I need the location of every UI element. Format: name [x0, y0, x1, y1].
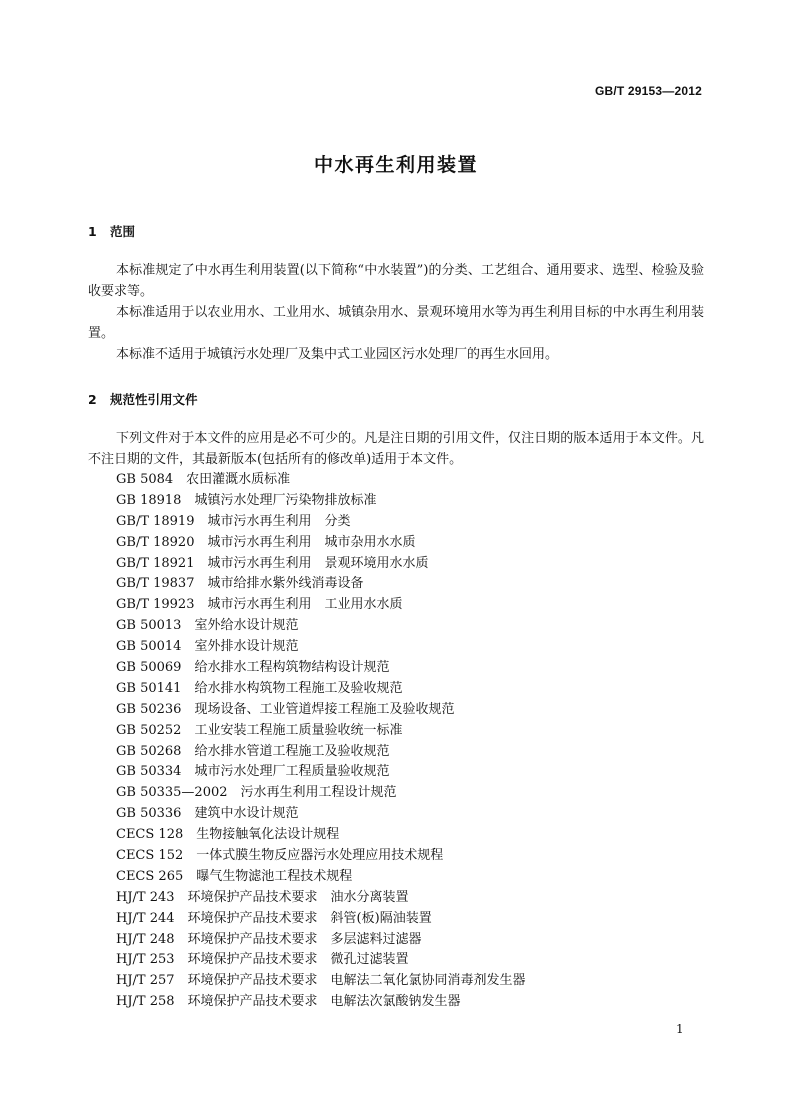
section-1-paragraph-2: 本标准适用于以农业用水、工业用水、城镇杂用水、景观环境用水等为再生利用目标的中水再生利用装置。	[88, 305, 704, 341]
reference-title: 环境保护产品技术要求 电解法二氧化氯协同消毒剂发生器	[187, 973, 526, 989]
section-1-heading	[88, 222, 135, 240]
reference-code: CECS 265	[116, 868, 184, 884]
reference-code: GB 50236	[116, 701, 182, 717]
reference-code: CECS 128	[116, 827, 184, 843]
reference-code: GB 50013	[116, 618, 182, 634]
reference-code: HJ/T 257	[116, 973, 175, 989]
reference-code: GB 50069	[116, 660, 182, 676]
reference-code: GB 50268	[116, 743, 182, 759]
reference-item	[116, 721, 526, 742]
section-2-intro: 下列文件对于本文件的应用是必不可少的。凡是注日期的引用文件，仅注日期的版本适用于本文件。凡不注日期的文件，其最新版本(包括所有的修改单)适用于本文件。	[88, 431, 704, 467]
reference-title: 环境保护产品技术要求 斜管(板)隔油装置	[187, 910, 432, 926]
section-1-title: 范围	[110, 224, 136, 239]
reference-item	[116, 512, 526, 533]
reference-item	[116, 574, 526, 595]
reference-item	[116, 700, 526, 721]
reference-item	[116, 637, 526, 658]
reference-title: 环境保护产品技术要求 油水分离装置	[187, 889, 409, 905]
reference-code: GB/T 18919	[116, 513, 195, 529]
reference-code: GB/T 18921	[116, 555, 195, 571]
section-2-heading	[88, 390, 198, 408]
reference-item	[116, 825, 526, 846]
reference-code: GB 50252	[116, 722, 182, 738]
reference-code: GB 50335—2002	[116, 785, 228, 801]
document-title: 中水再生利用装置	[313, 154, 478, 176]
reference-code: GB/T 18920	[116, 534, 195, 550]
reference-title: 给水排水管道工程施工及验收规范	[194, 743, 390, 759]
reference-item	[116, 930, 526, 951]
reference-title: 环境保护产品技术要求 微孔过滤装置	[187, 952, 409, 968]
reference-item	[116, 742, 526, 763]
reference-title: 城市污水再生利用 城市杂用水水质	[207, 534, 416, 550]
reference-item	[116, 950, 526, 971]
reference-code: GB 50014	[116, 639, 182, 655]
reference-title: 城市给排水紫外线消毒设备	[207, 576, 364, 592]
reference-item	[116, 867, 526, 888]
reference-title: 一体式膜生物反应器污水处理应用技术规程	[196, 848, 444, 864]
reference-title: 城市污水再生利用 分类	[207, 513, 351, 529]
reference-item	[116, 909, 526, 930]
reference-item	[116, 554, 526, 575]
reference-item	[116, 888, 526, 909]
reference-item	[116, 595, 526, 616]
reference-code: HJ/T 248	[116, 931, 175, 947]
reference-title: 污水再生利用工程设计规范	[240, 785, 397, 801]
reference-code: GB 50334	[116, 764, 182, 780]
reference-code: GB 5084	[116, 472, 174, 487]
reference-item	[116, 679, 526, 700]
reference-code: GB 18918	[116, 492, 182, 508]
reference-item	[116, 470, 526, 491]
reference-list	[116, 470, 526, 1013]
reference-title: 现场设备、工业管道焊接工程施工及验收规范	[194, 701, 455, 717]
reference-item	[116, 992, 526, 1013]
reference-title: 城市污水处理厂工程质量验收规范	[194, 764, 390, 780]
reference-item	[116, 762, 526, 783]
reference-title: 城市污水再生利用 景观环境用水水质	[207, 555, 429, 571]
reference-code: GB/T 19837	[116, 576, 195, 592]
reference-title: 建筑中水设计规范	[194, 806, 299, 822]
reference-item	[116, 783, 526, 804]
reference-title: 给水排水工程构筑物结构设计规范	[194, 660, 390, 676]
reference-title: 农田灌溉水质标准	[186, 472, 291, 487]
reference-code: GB 50141	[116, 680, 182, 696]
reference-title: 室外排水设计规范	[194, 639, 299, 655]
reference-code: HJ/T 244	[116, 910, 175, 926]
reference-item	[116, 658, 526, 679]
section-2-title: 规范性引用文件	[110, 392, 198, 407]
reference-title: 曝气生物滤池工程技术规程	[196, 868, 353, 884]
section-1-paragraph-1: 本标准规定了中水再生利用装置(以下简称“中水装置”)的分类、工艺组合、通用要求、选型、检验及验收要求等。	[88, 263, 704, 299]
reference-title: 环境保护产品技术要求 电解法次氯酸钠发生器	[187, 994, 461, 1010]
standard-code: GB/T 29153—2012	[594, 84, 702, 98]
reference-title: 城镇污水处理厂污染物排放标准	[194, 492, 377, 508]
reference-title: 生物接触氧化法设计规程	[196, 827, 340, 843]
reference-code: HJ/T 253	[116, 952, 175, 968]
reference-title: 环境保护产品技术要求 多层滤料过滤器	[187, 931, 422, 947]
section-2-number: 2	[88, 392, 97, 407]
reference-title: 工业安装工程施工质量验收统一标准	[194, 722, 403, 738]
reference-title: 给水排水构筑物工程施工及验收规范	[194, 680, 403, 696]
reference-item	[116, 804, 526, 825]
reference-item	[116, 533, 526, 554]
reference-title: 室外给水设计规范	[194, 618, 299, 634]
reference-item	[116, 971, 526, 992]
reference-code: CECS 152	[116, 848, 184, 864]
reference-item	[116, 491, 526, 512]
reference-item	[116, 616, 526, 637]
section-1-paragraph-3: 本标准不适用于城镇污水处理厂及集中式工业园区污水处理厂的再生水回用。	[116, 347, 559, 362]
section-1-number: 1	[88, 224, 97, 239]
reference-title: 城市污水再生利用 工业用水水质	[207, 597, 403, 613]
reference-code: GB 50336	[116, 806, 182, 822]
reference-item	[116, 846, 526, 867]
reference-code: HJ/T 243	[116, 889, 175, 905]
reference-code: GB/T 19923	[116, 597, 195, 613]
page-number: 1	[676, 1022, 684, 1036]
reference-code: HJ/T 258	[116, 994, 175, 1010]
